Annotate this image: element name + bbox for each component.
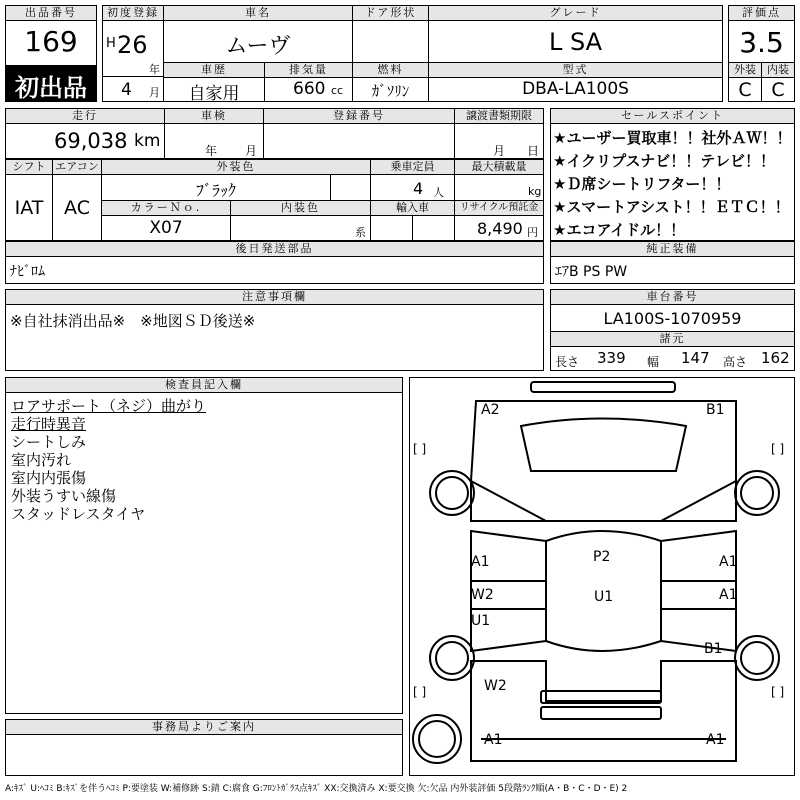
front-bumper-bar: [531, 382, 675, 392]
ext-color-cell: [101, 174, 331, 201]
sales-point-item: ★エコアイドル！！: [553, 221, 686, 239]
first-reg-year: 26: [117, 31, 148, 59]
aircon-header: エアコン: [52, 159, 102, 175]
ext-color: ﾌﾞﾗｯｸ: [195, 181, 236, 200]
legend-text: A:ｷｽﾞ U:ﾍｺﾐ B:ｷｽﾞを伴うﾍｺﾐ P:要塗装 W:補修跡 S:錆 C:腐食 G:ﾌﾛﾝﾄｶﾞﾗｽ点ｷｽﾞ XX:交換済み X:要交換 欠:欠品 内外装評価 5段階ﾗﾝｸ順(A・B・C・D・E) 2: [5, 784, 628, 794]
chassis-header: 車台番号: [550, 289, 795, 305]
interior-score-cell: [761, 77, 795, 102]
ext-color-blank: [330, 174, 371, 201]
specs-header: 諸元: [550, 331, 795, 347]
transfer-header: 譲渡書類期限: [454, 108, 544, 124]
fuel-cell: [352, 77, 429, 102]
import-cell: [370, 215, 413, 241]
ext-color-header: 外装色: [101, 159, 371, 175]
equipment: ｴｱB PS PW: [555, 264, 628, 280]
diagram-bracket: [ ]: [413, 685, 427, 699]
door-type-header: ドア形状: [352, 5, 429, 21]
diagram-mark: A1: [471, 554, 490, 570]
capacity-header: 乗車定員: [370, 159, 455, 175]
sales-point-item: ★スマートアシスト！！ＥＴＣ！！: [553, 198, 790, 216]
aircon: AC: [64, 197, 90, 219]
fuel: ｶﾞｿﾘﾝ: [371, 82, 410, 100]
car-rear-outline: [471, 661, 736, 761]
displacement-header: 排気量: [264, 62, 353, 78]
diagram-mark: P2: [593, 549, 611, 565]
inspection-month-unit: 月: [245, 144, 258, 158]
car-diagram-box: [409, 377, 795, 776]
exterior-score-header: 外装: [728, 62, 762, 78]
inspection-cell: [164, 123, 264, 159]
sales-point-item: ★ユーザー買取車！！社外ＡＷ！！: [553, 129, 792, 147]
diagram-bracket: [ ]: [771, 442, 785, 456]
color-no: X07: [149, 218, 183, 238]
score-cell: [728, 20, 795, 63]
inspector-header: 検査員記入欄: [5, 377, 403, 393]
equipment-cell: [550, 256, 795, 284]
lot-number: 169: [24, 25, 78, 58]
grade-header: グレード: [428, 5, 723, 21]
history: 自家用: [188, 84, 240, 104]
later-parts-cell: [5, 256, 544, 284]
mileage-cell: [5, 123, 165, 159]
first-reg-era: H: [106, 36, 116, 51]
first-reg-year-unit: 年: [149, 63, 160, 76]
first-reg-header: 初度登録: [102, 5, 164, 21]
diagram-mark: U1: [594, 589, 614, 605]
diagram-mark: B1: [706, 402, 725, 418]
lot-number-header: 出品番号: [5, 5, 97, 21]
max-load-unit: kg: [528, 185, 542, 198]
import-header: 輸入車: [370, 200, 455, 216]
diagram-mark: A1: [706, 732, 725, 748]
door-type-cell: [352, 20, 429, 63]
interior-score-header: 内装: [761, 62, 795, 78]
inspector-item: 外装うすい線傷: [11, 487, 117, 505]
inspection-year-unit: 年: [205, 144, 218, 158]
transfer-day-unit: 日: [527, 144, 540, 158]
model-cell: [428, 77, 723, 102]
inspector-item: 室内内張傷: [11, 469, 87, 487]
fuel-header: 燃料: [352, 62, 429, 78]
history-header: 車歴: [163, 62, 265, 78]
shift: IAT: [14, 197, 44, 219]
first-reg-month: 4: [121, 80, 132, 100]
diagram-mark: U1: [471, 613, 491, 629]
exterior-score-cell: [728, 77, 762, 102]
sales-points-header: セールスポイント: [550, 108, 795, 124]
first-reg-cell: [102, 20, 164, 77]
first-listing-label: 初出品: [15, 74, 87, 102]
score: 3.5: [739, 26, 784, 59]
diagram-mark: W2: [471, 587, 494, 603]
inspection-header: 車検: [164, 108, 264, 124]
sales-point-item: ★Ｄ席シートリフター！！: [553, 175, 731, 193]
office-cell: [5, 734, 403, 776]
car-name-cell: [163, 20, 353, 63]
sales-point-item: ★イクリプスナビ！！テレビ！！: [553, 152, 775, 170]
model: DBA-LA100S: [522, 79, 629, 99]
inspector-item: スタッドレスタイヤ: [11, 505, 146, 523]
inspector-item: 室内汚れ: [11, 451, 72, 469]
exterior-score: C: [738, 79, 752, 101]
score-header: 評価点: [728, 5, 795, 21]
recycle-header: リサイクル預託金: [454, 200, 544, 216]
import-cell-blank: [412, 215, 455, 241]
spec-height-label: 高さ: [723, 355, 748, 369]
shift-cell: [5, 174, 53, 241]
registration-cell: [263, 123, 455, 159]
recycle: 8,490: [477, 219, 523, 238]
inspector-item: 走行時異音: [11, 415, 87, 433]
diagram-mark: A2: [481, 402, 500, 418]
inspector-cell: [5, 392, 403, 714]
spec-length: 339: [597, 349, 626, 367]
office-header: 事務局よりご案内: [5, 719, 403, 735]
first-listing-badge: [5, 65, 97, 102]
inspector-item: シートしみ: [11, 433, 87, 451]
later-parts-header: 後日発送部品: [5, 241, 544, 257]
aircon-cell: [52, 174, 102, 241]
chassis-number: LA100S-1070959: [603, 309, 742, 328]
spec-width: 147: [681, 349, 710, 367]
int-color-header: 内装色: [230, 200, 371, 216]
displacement-unit: cc: [331, 84, 344, 97]
grade-cell: [428, 20, 723, 63]
diagram-mark: W2: [484, 678, 507, 694]
capacity-unit: 人: [433, 186, 444, 199]
sales-points-box: [550, 123, 795, 241]
history-cell: [163, 77, 265, 102]
car-name: ムーヴ: [225, 34, 291, 59]
first-reg-month-cell: [102, 76, 164, 102]
grade: L SA: [548, 28, 603, 56]
diagram-mark: A1: [719, 554, 738, 570]
model-header: 型式: [428, 62, 723, 78]
diagram-mark: A1: [484, 732, 503, 748]
recycle-cell: [454, 215, 544, 241]
inspector-item: ロアサポート（ネジ）曲がり: [11, 397, 207, 415]
spare-wheel: [413, 715, 461, 763]
spec-width-label: 幅: [647, 355, 660, 369]
recycle-unit: 円: [527, 226, 538, 239]
max-load-cell: [454, 174, 544, 201]
mileage-unit: km: [134, 131, 161, 151]
car-diagram: [410, 378, 794, 775]
specs-cell: [550, 346, 795, 371]
lot-number-cell: [5, 20, 97, 66]
int-color-cell: [230, 215, 371, 241]
mileage: 69,038: [54, 129, 128, 153]
later-parts: ﾅﾋﾞﾛﾑ: [10, 264, 45, 280]
capacity: 4: [413, 179, 424, 198]
transfer-month-unit: 月: [493, 144, 506, 158]
first-reg-month-unit: 月: [149, 86, 160, 99]
spec-length-label: 長さ: [555, 355, 580, 369]
shift-header: シフト: [5, 159, 53, 175]
max-load-header: 最大積載量: [454, 159, 544, 175]
notes-cell: [5, 304, 544, 371]
transfer-cell: [454, 123, 544, 159]
car-name-header: 車名: [163, 5, 353, 21]
color-no-header: カラーＮｏ.: [101, 200, 231, 216]
notes: ※自社抹消出品※ ※地図ＳＤ後送※: [10, 312, 256, 330]
notes-header: 注意事項欄: [5, 289, 544, 305]
mileage-header: 走行: [5, 108, 165, 124]
chassis-cell: [550, 304, 795, 332]
diagram-bracket: [ ]: [771, 685, 785, 699]
displacement: 660: [293, 79, 326, 99]
spec-height: 162: [761, 349, 790, 367]
registration-header: 登録番号: [263, 108, 455, 124]
displacement-cell: [264, 77, 353, 102]
capacity-cell: [370, 174, 455, 201]
diagram-mark: B1: [704, 641, 723, 657]
diagram-bracket: [ ]: [413, 442, 427, 456]
diagram-mark: A1: [719, 587, 738, 603]
equipment-header: 純正装備: [550, 241, 795, 257]
color-no-cell: [101, 215, 231, 241]
interior-score: C: [771, 79, 785, 101]
int-color-unit: 系: [355, 226, 366, 239]
